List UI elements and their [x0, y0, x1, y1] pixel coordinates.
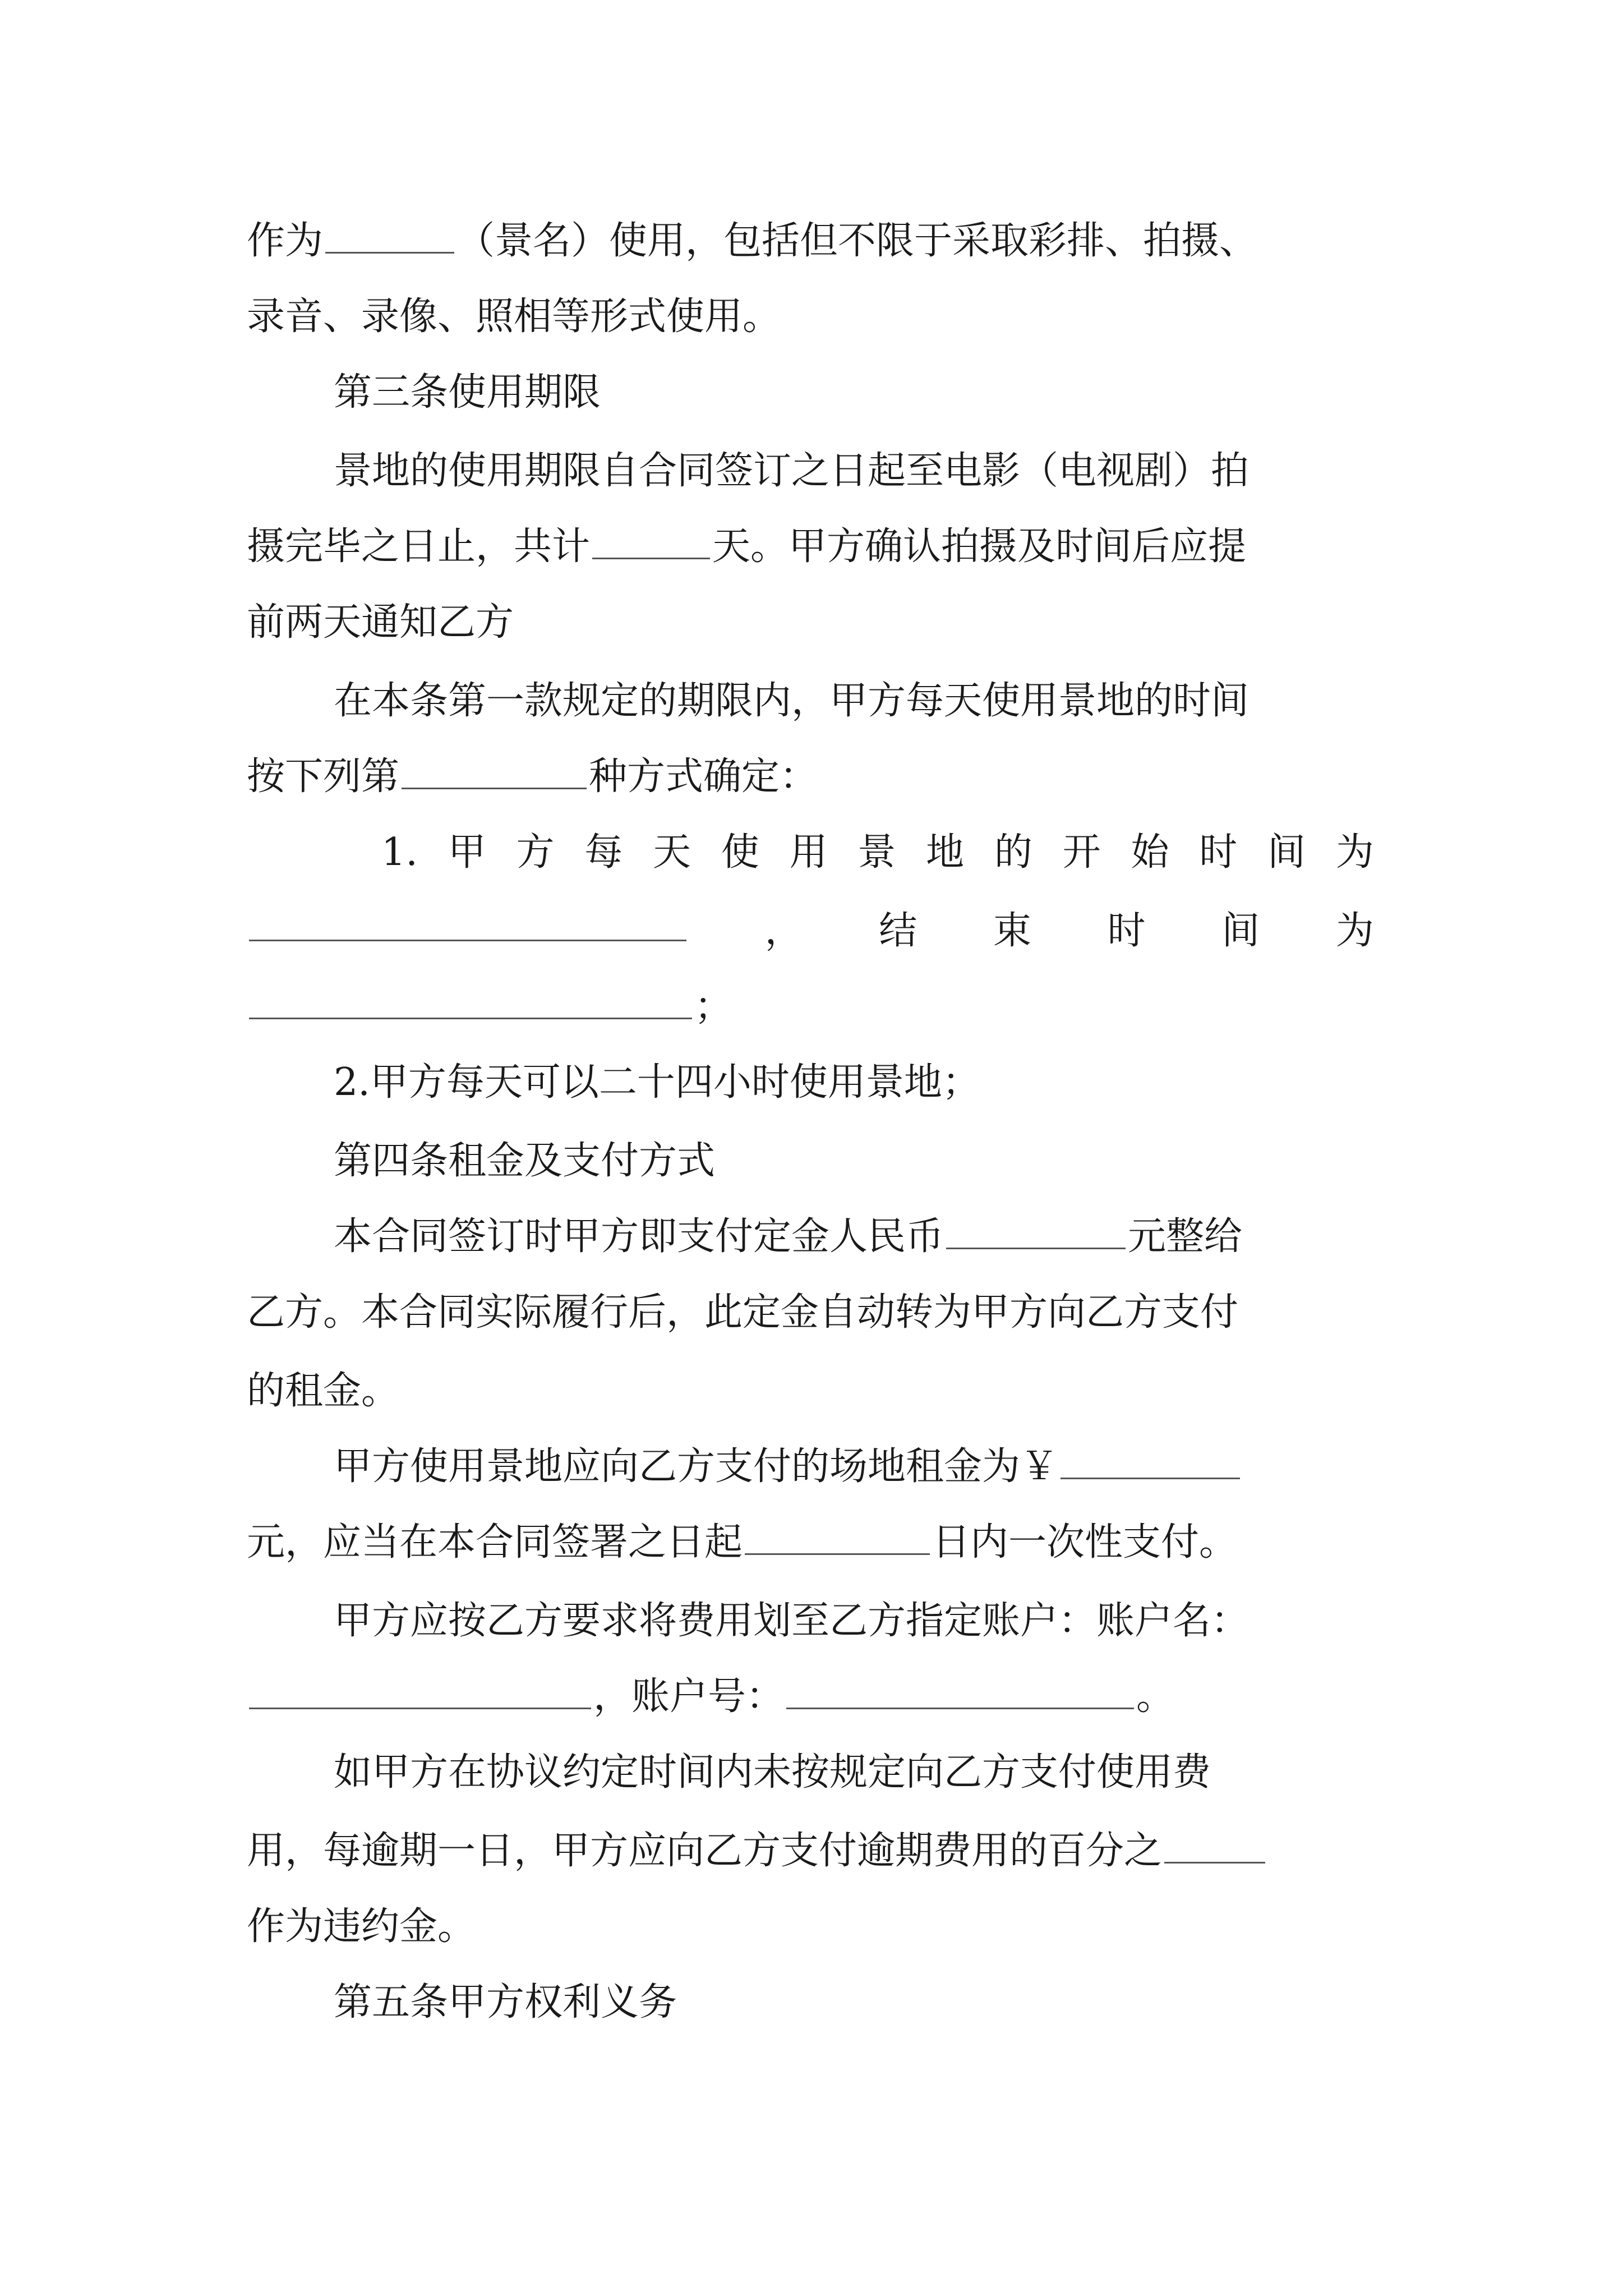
- paragraph-line: 元，应当在本合同签署之日起 日内一次性支付。: [247, 1515, 1374, 1571]
- fill-blank: [249, 903, 686, 941]
- section-heading: 第三条使用期限: [334, 370, 601, 415]
- paragraph-line: 在本条第一款规定的期限内，甲方每天使用景地的时间: [334, 679, 1249, 723]
- paragraph-line: 的租金。: [247, 1369, 400, 1413]
- paragraph-line: 摄完毕之日止，共计 天。甲方确认拍摄及时间后应提: [247, 519, 1374, 575]
- fill-blank: [786, 1671, 1134, 1709]
- paragraph-line: 甲方使用景地应向乙方支付的场地租金为￥: [334, 1439, 1374, 1495]
- paragraph-line: ，账户号： 。: [247, 1669, 1374, 1725]
- paragraph-line: 作为违约金。: [247, 1904, 476, 1949]
- fill-blank: [325, 215, 454, 254]
- paragraph-line: 甲方应按乙方要求将费用划至乙方指定账户：账户名：: [334, 1599, 1249, 1643]
- paragraph-line: 本合同签订时甲方即支付定金人民币 元整给: [334, 1209, 1374, 1265]
- paragraph-line: 作为 （景名）使用，包括但不限于采取彩排、拍摄、: [247, 213, 1374, 269]
- section-heading: 第四条租金及支付方式: [334, 1139, 716, 1183]
- fill-blank: [745, 1517, 930, 1555]
- paragraph-line: 如甲方在协议约定时间内未按规定向乙方支付使用费: [334, 1750, 1211, 1795]
- paragraph-line: 乙方。本合同实际履行后，此定金自动转为甲方向乙方支付: [247, 1290, 1239, 1335]
- paragraph-line: 前两天通知乙方: [247, 600, 514, 645]
- fill-blank: [1164, 1825, 1265, 1864]
- paragraph-line: 用，每逾期一日，甲方应向乙方支付逾期费用的百分之: [247, 1823, 1374, 1879]
- paragraph-line: ， 结 束 时 间 为: [247, 903, 1374, 959]
- paragraph-line: 按下列第 种方式确定：: [247, 749, 1374, 805]
- fill-blank: [402, 751, 587, 789]
- paragraph-line: 1. 甲 方 每 天 使 用 景 地 的 开 始 时 间 为: [381, 830, 1374, 875]
- paragraph-line: 录音、录像、照相等形式使用。: [247, 295, 781, 339]
- section-heading: 第五条甲方权利义务: [334, 1980, 677, 2024]
- fill-blank: [1061, 1441, 1240, 1479]
- paragraph-line: 2.甲方每天可以二十四小时使用景地；: [334, 1060, 980, 1105]
- fill-blank: [592, 521, 710, 559]
- paragraph-line: 景地的使用期限自合同签订之日起至电影（电视剧）拍: [334, 449, 1249, 493]
- fill-blank: [249, 981, 692, 1019]
- fill-blank: [249, 1671, 591, 1709]
- fill-blank: [946, 1211, 1126, 1249]
- paragraph-line: ；: [247, 979, 1374, 1035]
